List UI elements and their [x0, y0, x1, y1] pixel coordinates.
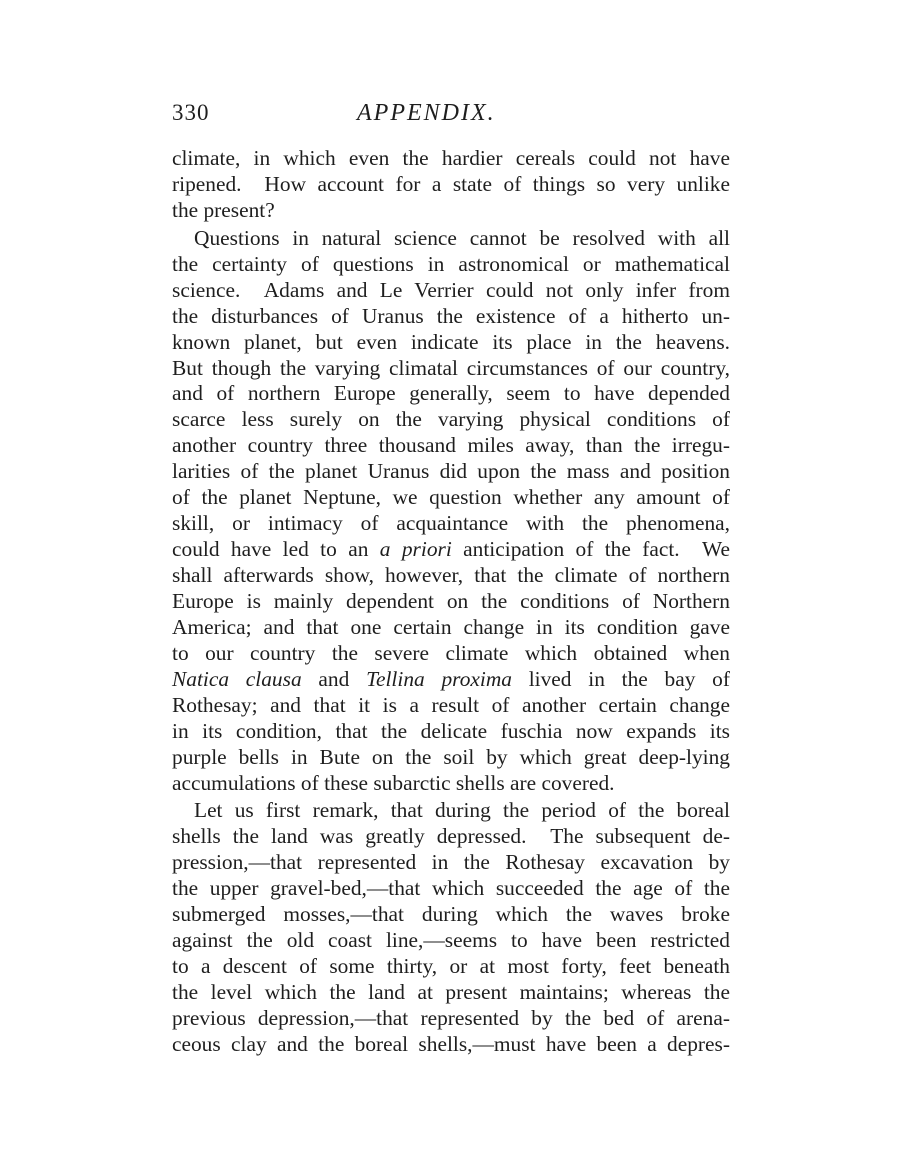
text-line [172, 304, 730, 330]
text-line [172, 537, 730, 563]
text-run: submerged mosses,—that during which the waves broke [172, 902, 730, 927]
text-line [172, 641, 730, 667]
text-line [172, 928, 730, 954]
text-line [172, 667, 730, 693]
text-line [172, 198, 730, 224]
text-run: science. Adams and Le Verrier could not only infer from [172, 277, 730, 302]
text-run: could have led to an [172, 537, 380, 562]
paragraph [172, 226, 730, 797]
text-run: Let us first remark, that during the period of the boreal [194, 798, 730, 823]
text-run: skill, or intimacy of acquaintance with the phenomena, [172, 511, 730, 536]
text-run: ripened. How account for a state of things so very unlike [172, 171, 730, 196]
text-run: the disturbances of Uranus the existence of a hitherto un- [172, 303, 730, 328]
text-run: Europe is mainly dependent on the conditions of Northern [172, 588, 730, 613]
text-line [172, 980, 730, 1006]
text-line [172, 693, 730, 719]
page-number: 330 [172, 100, 210, 125]
text-line [172, 146, 730, 172]
text-line [172, 719, 730, 745]
text-line [172, 745, 730, 771]
text-line [172, 824, 730, 850]
text-line [172, 278, 730, 304]
text-run: the level which the land at present maintains; whereas the [172, 980, 730, 1004]
italic-text: Tellina proxima [366, 666, 512, 691]
text-line [172, 459, 730, 485]
page-header [172, 100, 732, 134]
text-run: purple bells in Bute on the soil by which great deep-lying [172, 744, 730, 769]
text-run: scarce less surely on the varying physical conditions of [172, 407, 730, 432]
text-run: accumulations of these subarctic shells are covered. [172, 770, 615, 795]
text-run: known planet, but even indicate its place in the heavens. [172, 329, 730, 354]
paragraph [172, 146, 730, 224]
text-line [172, 954, 730, 980]
text-line [172, 1032, 730, 1058]
text-run: America; and that one certain change in its condition gave [172, 614, 730, 639]
italic-text: Natica clausa [172, 666, 302, 691]
text-line [172, 485, 730, 511]
text-line [172, 876, 730, 902]
text-run: But though the varying climatal circumstances of our country, [172, 355, 730, 380]
italic-text: a priori [379, 537, 452, 562]
text-line [172, 798, 730, 824]
text-line [172, 356, 730, 382]
text-run: lived in the bay of [511, 666, 731, 691]
text-line [172, 226, 730, 252]
text-run: the upper gravel-bed,—that which succeeded the age of the [172, 876, 730, 901]
text-run: anticipation of the fact. We [451, 537, 731, 562]
text-run: shall afterwards show, however, that the climate of northern [172, 563, 730, 587]
text-run: Rothesay; and that it is a result of another certain change [172, 692, 730, 717]
text-run: larities of the planet Uranus did upon the mass and position [172, 459, 730, 484]
text-line [172, 589, 730, 615]
text-run: another country three thousand miles away, than the irregu- [172, 433, 730, 458]
text-run: shells the land was greatly depressed. The subsequent de- [172, 824, 730, 849]
text-line [172, 850, 730, 876]
text-run: in its condition, that the delicate fuschia now expands its [172, 718, 730, 743]
text-line [172, 902, 730, 928]
text-run: the present? [172, 197, 275, 222]
text-line [172, 172, 730, 198]
text-run: ceous clay and the boreal shells,—must have been a depres- [172, 1031, 730, 1056]
text-run: the certainty of questions in astronomical or mathematical [172, 251, 730, 276]
text-run: against the old coast line,—seems to have been restricted [172, 928, 730, 953]
text-run: and of northern Europe generally, seem to have depended [172, 381, 730, 406]
text-run: to our country the severe climate which obtained when [172, 640, 730, 665]
text-line [172, 381, 730, 407]
text-line [172, 1006, 730, 1032]
text-run: of the planet Neptune, we question whether any amount of [172, 485, 730, 510]
body-text [172, 146, 730, 1058]
paragraph [172, 798, 730, 1057]
text-line [172, 563, 730, 589]
text-run: climate, in which even the hardier cereals could not have [172, 146, 730, 170]
text-line [172, 330, 730, 356]
text-line [172, 407, 730, 433]
text-run: and [301, 666, 367, 691]
text-line [172, 615, 730, 641]
text-run: to a descent of some thirty, or at most forty, feet beneath [172, 954, 730, 979]
text-run: pression,—that represented in the Rothesay excavation by [172, 850, 730, 875]
running-title: APPENDIX. [357, 100, 496, 126]
text-line [172, 511, 730, 537]
text-run: previous depression,—that represented by the bed of arena- [172, 1005, 730, 1030]
text-line [172, 771, 730, 797]
text-line [172, 433, 730, 459]
text-run: Questions in natural science cannot be resolved with all [194, 225, 730, 250]
text-line [172, 252, 730, 278]
